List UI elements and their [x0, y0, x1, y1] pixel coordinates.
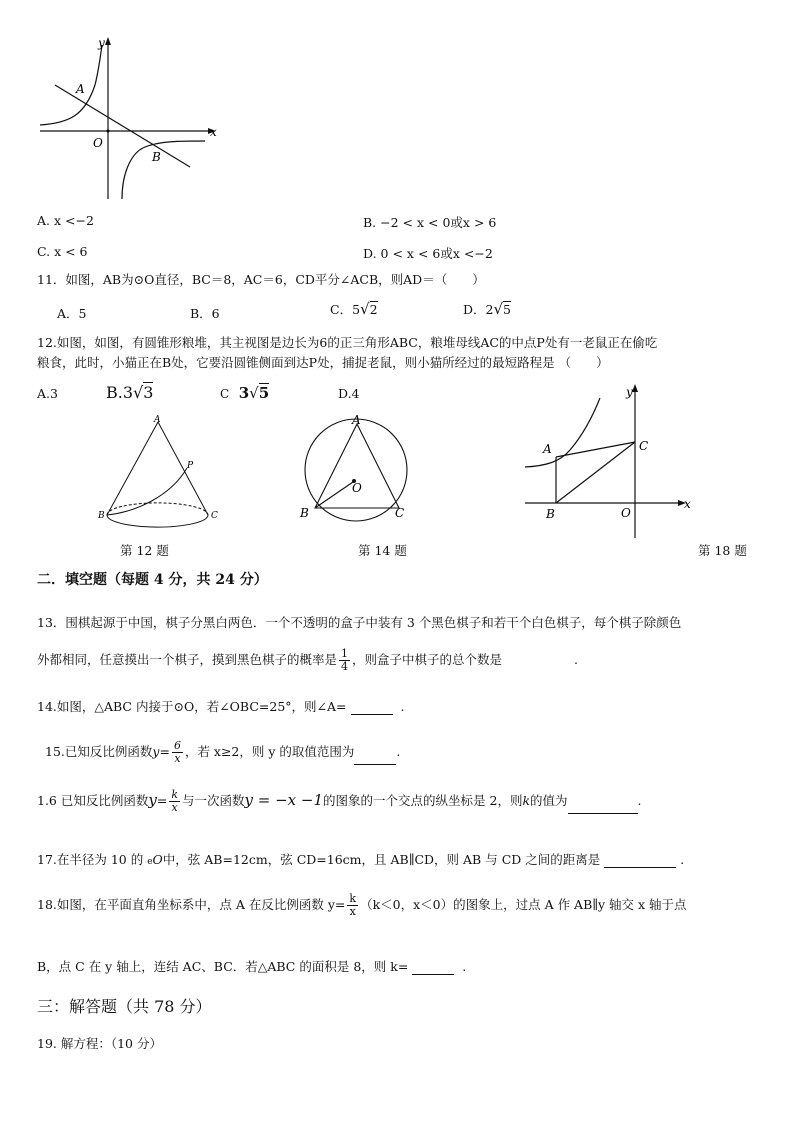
q17: 17.在半径为 10 的 eO中，弦 AB=12cm，弦 CD=16cm，且 AB∥CD，则 AB 与 CD 之间的距离是 .: [37, 852, 685, 867]
label-p: P: [187, 461, 194, 471]
figure-q10-graph: [30, 35, 230, 207]
q15-answer-blank[interactable]: [354, 764, 396, 765]
line-ab: [55, 85, 190, 167]
hyperbola-branch-left: [40, 45, 102, 125]
q18-answer-blank[interactable]: [412, 974, 454, 975]
label-a: A: [352, 413, 361, 427]
q13-line1: 13．围棋起源于中国，棋子分黑白两色．一个不透明的盒子中装有 3 个黑色棋子和若干个白色棋子，每个棋子除颜色: [37, 615, 682, 630]
q12-option-b: B.3√3: [106, 383, 154, 402]
label-b: B: [300, 506, 309, 520]
q10-option-d: D. 0 < x < 6或x <−2: [363, 246, 493, 261]
q18-line1: 18.如图，在平面直角坐标系中，点 A 在反比例函数 y= $\frac{k}{x}$ （k＜0，x＜0）的图象上，过点 A 作 AB∥y 轴交 x 轴于点: [37, 892, 687, 918]
q19: 19. 解方程：（10 分）: [37, 1036, 162, 1051]
label-o: O: [93, 136, 103, 150]
q11-option-c: C．5√2: [330, 300, 378, 318]
fig12-caption: 第 12 题: [120, 543, 169, 558]
fig18-caption: 第 18 题: [698, 543, 747, 558]
section-2-heading: 二．填空题（每题 4 分，共 24 分）: [37, 572, 268, 588]
q14-answer-blank[interactable]: [351, 714, 393, 715]
figure-q12-cone: [95, 412, 230, 532]
q11-stem: 11．如图，AB为⊙O直径，BC＝8，AC＝6，CD平分∠ACB，则AD＝（ ）: [37, 272, 485, 287]
label-a: A: [543, 442, 552, 456]
fig14-caption: 第 14 题: [358, 543, 407, 558]
label-o: O: [352, 481, 362, 495]
label-c: C: [395, 506, 405, 520]
label-x: x: [684, 497, 691, 511]
q12-option-c: C 3√5: [220, 384, 270, 402]
label-c: C: [211, 511, 218, 521]
section-3-heading: 三：解答题（共 78 分）: [37, 997, 212, 1016]
label-o: O: [621, 506, 631, 520]
label-b: B: [152, 150, 161, 164]
q11-option-b: B．6: [190, 306, 220, 321]
q11-option-d: D．2√5: [463, 300, 511, 318]
figure-q14-circle: [295, 410, 420, 525]
hyperbola-branch-right: [122, 141, 205, 199]
q10-option-c: C. x < 6: [37, 244, 88, 259]
q18-line2: B，点 C 在 y 轴上，连结 AC、BC．若△ABC 的面积是 8，则 k= .: [37, 959, 467, 974]
label-c: C: [639, 439, 649, 453]
q12-option-d: D.4: [338, 386, 360, 401]
q10-option-b: B. −2 < x < 0或x > 6: [363, 215, 497, 230]
q10-option-a: A. x <−2: [37, 213, 94, 228]
label-y: y: [98, 36, 105, 50]
q15: 15.已知反比例函数y= $\frac{6}{x}$ ，若 x≥2，则 y 的取值范围为 .: [45, 739, 401, 765]
q12-option-a: A.3: [37, 386, 58, 401]
q11-option-a: A．5: [57, 306, 87, 321]
label-a: A: [76, 82, 85, 96]
label-b: B: [98, 511, 105, 521]
q12-stem-line2: 粮食，此时，小猫正在B处，它要沿圆锥侧面到达P处，捕捉老鼠，则小猫所经过的最短路程是 （ ）: [37, 355, 609, 370]
label-x: x: [210, 125, 217, 139]
q13-line2: 外都相同，任意摸出一个棋子，摸到黑色棋子的概率是 $\frac{1}{4}$ ，则盒子中棋子的总个数是 .: [37, 647, 579, 673]
label-a: A: [154, 415, 161, 425]
label-y: y: [626, 385, 633, 399]
figure-q18-graph: [520, 380, 700, 540]
q14: 14.如图，△ABC 内接于⊙O，若∠OBC=25°，则∠A= .: [37, 699, 405, 714]
q12-stem-line1: 12.如图，如图，有圆锥形粮堆，其主视图是边长为6的正三角形ABC，粮堆母线AC的中点P处有一老鼠正在偷吃: [37, 335, 658, 350]
label-b: B: [546, 507, 555, 521]
q17-answer-blank[interactable]: [604, 867, 676, 868]
q16-answer-blank[interactable]: [568, 813, 638, 814]
q16: 1.6 已知反比例函数y= $\frac{k}{x}$ 与一次函数y = −x −1的图象的一个交点的纵坐标是 2，则k的值为 .: [37, 788, 642, 814]
